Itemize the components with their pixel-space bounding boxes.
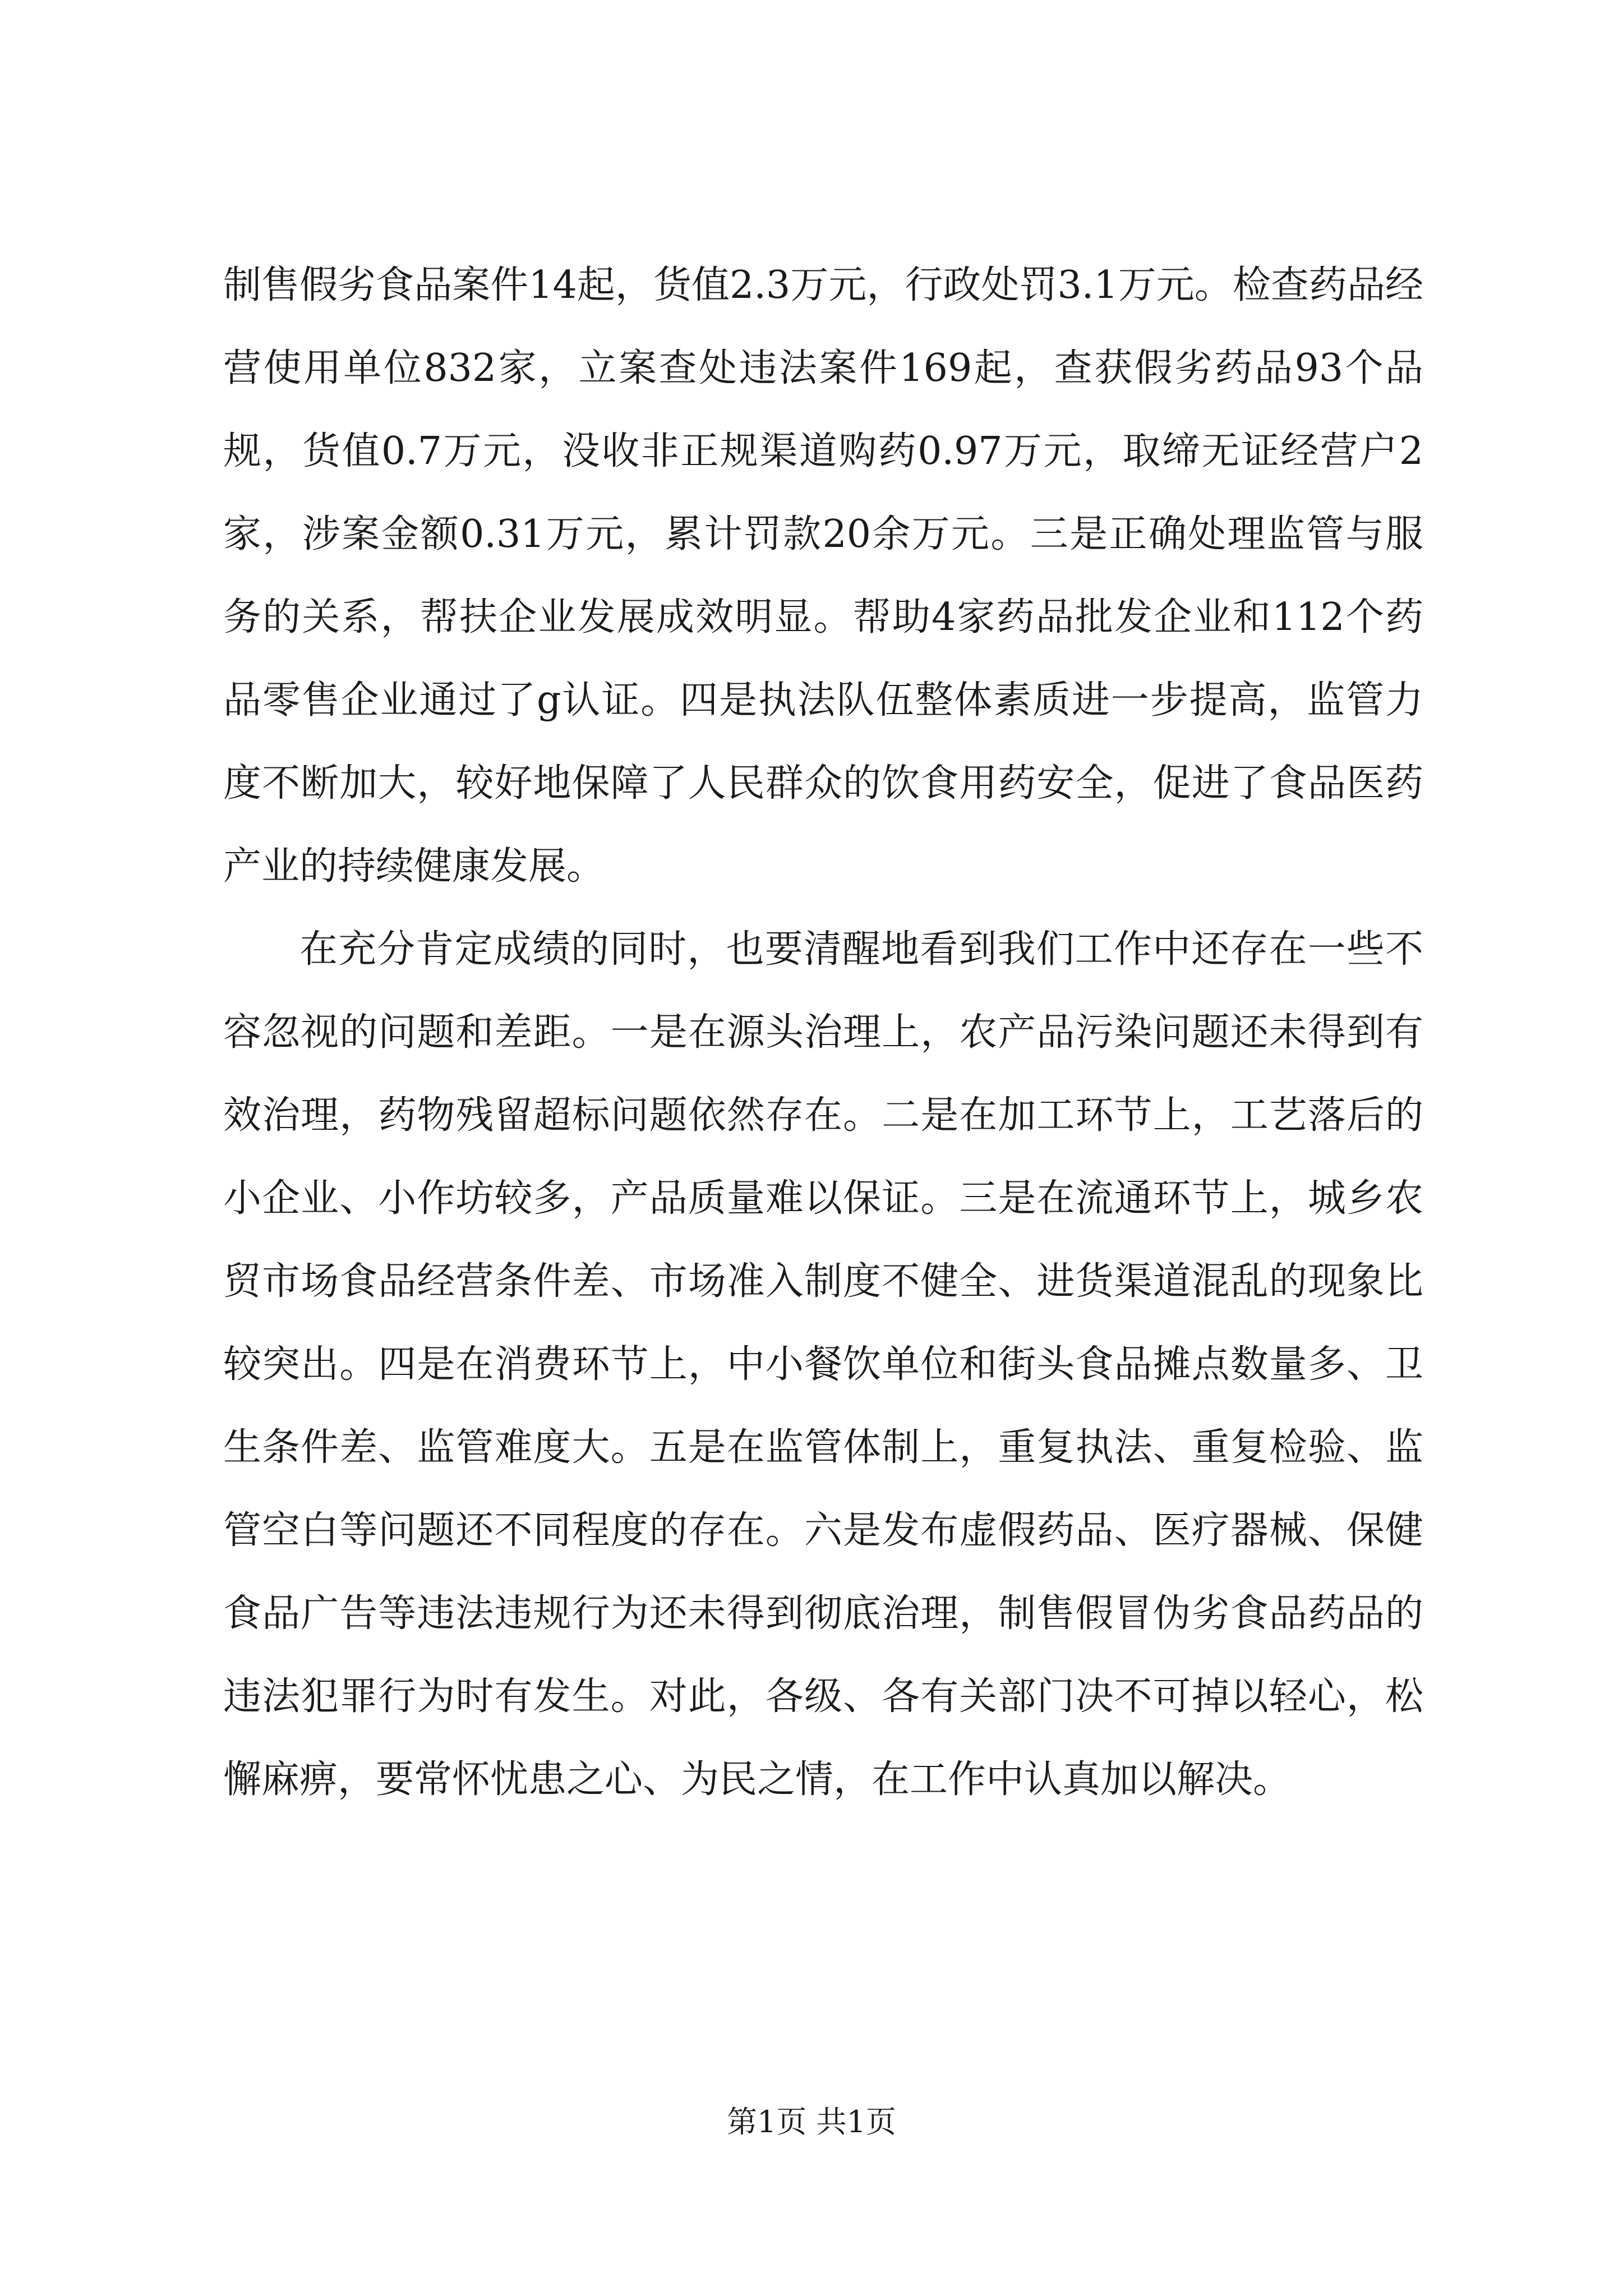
- document-body: [223, 244, 1423, 1821]
- paragraph-continued: 制售假劣食品案件14起，货值2.3万元，行政处罚3.1万元。检查药品经营使用单位832家，立案查处违法案件169起，查获假劣药品93个品规，货值0.7万元，没收非正规渠道购药0.97万元，取缔无证经营户2家，涉案金额0.31万元，累计罚款20余万元。三是正确处理监管与服务的关系，帮扶企业发展成效明显。帮助4家药品批发企业和112个药品零售企业通过了g认证。四是执法队伍整体素质进一步提高，监管力度不断加大，较好地保障了人民群众的饮食用药安全，促进了食品医药产业的持续健康发展。: [223, 263, 1423, 889]
- paragraph-problems: 在充分肯定成绩的同时，也要清醒地看到我们工作中还存在一些不容忽视的问题和差距。一是在源头治理上，农产品污染问题还未得到有效治理，药物残留超标问题依然存在。二是在加工环节上，工艺落后的小企业、小作坊较多，产品质量难以保证。三是在流通环节上，城乡农贸市场食品经营条件差、市场准入制度不健全、进货渠道混乱的现象比较突出。四是在消费环节上，中小餐饮单位和街头食品摊点数量多、卫生条件差、监管难度大。五是在监管体制上，重复执法、重复检验、监管空白等问题还不同程度的存在。六是发布虚假药品、医疗器械、保健食品广告等违法违规行为还未得到彻底治理，制售假冒伪劣食品药品的违法犯罪行为时有发生。对此，各级、各有关部门决不可掉以轻心，松懈麻痹，要常怀忧患之心、为民之情，在工作中认真加以解决。: [223, 927, 1423, 1802]
- page-footer: 第1页 共1页: [727, 2104, 896, 2139]
